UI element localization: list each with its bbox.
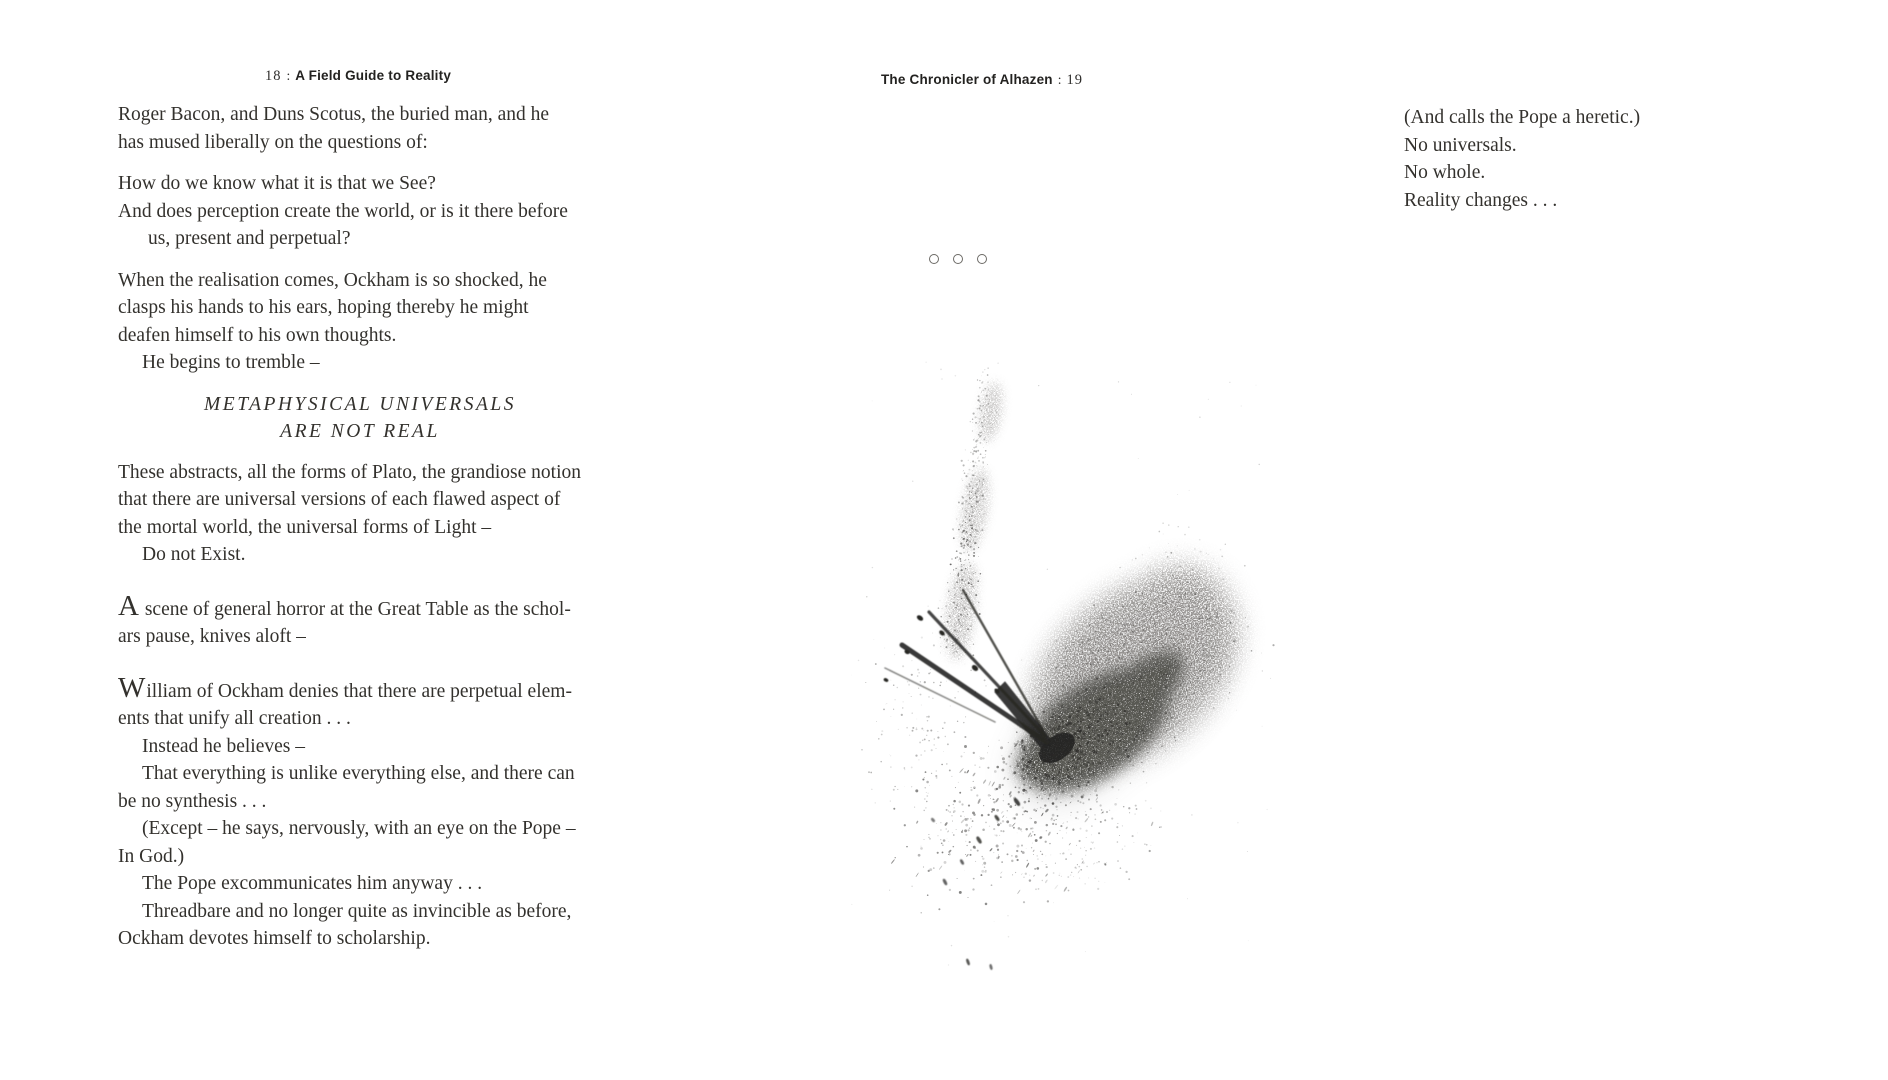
ink-splatter-illustration — [845, 350, 1285, 990]
text-line: us, present and perpetual? — [148, 228, 351, 249]
right-header-separator: : — [1057, 72, 1062, 87]
text-line: That everything is unlike everything else, and there can — [142, 763, 575, 784]
text-line: Instead he believes – — [142, 735, 305, 757]
text-line: deafen himself to his own thoughts. — [118, 324, 397, 346]
text-line: No universals. — [1404, 134, 1517, 156]
text-line: Roger Bacon, and Duns Scotus, the buried man, and he — [118, 104, 550, 125]
text-line: The Pope excommunicates him anyway . . . — [142, 873, 483, 894]
splatter-plume — [941, 381, 1005, 662]
left-header-separator: : — [286, 68, 291, 83]
section-heading — [118, 391, 602, 446]
circle-ornament-icon — [953, 254, 963, 264]
text-line: Threadbare and no longer quite as invincible as before, — [142, 900, 572, 922]
text-line: Ockham devotes himself to scholarship. — [118, 928, 431, 949]
paragraph — [118, 589, 602, 651]
circle-ornament-icon — [929, 254, 939, 264]
text-line: No whole. — [1404, 162, 1486, 183]
left-page-text — [118, 101, 602, 967]
paragraph — [1404, 104, 1888, 214]
text-line: Reality changes . . . — [1404, 189, 1558, 211]
text-line: (Except – he says, nervously, with an eye on the Pope – — [142, 818, 576, 839]
paragraph — [118, 170, 602, 253]
left-running-title: A Field Guide to Reality — [295, 68, 452, 83]
text-line: clasps his hands to his ears, hoping thereby he might — [118, 297, 529, 318]
text-line: How do we know what it is that we See? — [118, 173, 436, 194]
left-page-number: 18 — [264, 68, 282, 84]
text-line: the mortal world, the universal forms of Light – — [118, 516, 492, 538]
text-line: In God.) — [118, 845, 185, 867]
text-line: And does perception create the world, or is it there before — [118, 200, 568, 222]
text-line: METAPHYSICAL UNIVERSALS — [204, 393, 516, 415]
raised-initial-cap: A — [118, 589, 139, 622]
paragraph — [118, 671, 602, 953]
circle-ornament-icon — [977, 254, 987, 264]
text-line: A scene of general horror at the Great Table as the schol- — [118, 589, 571, 622]
text-line: When the realisation comes, Ockham is so shocked, he — [118, 269, 547, 291]
right-running-title: The Chronicler of Alhazen — [880, 72, 1053, 87]
right-running-head — [742, 71, 1222, 89]
right-page-number: 19 — [1066, 72, 1084, 88]
right-page-text — [1404, 104, 1888, 228]
paragraph — [118, 459, 602, 569]
left-page — [0, 0, 662, 1080]
text-line: William of Ockham denies that there are perpetual elem- — [118, 671, 572, 704]
text-line: (And calls the Pope a heretic.) — [1404, 107, 1641, 128]
text-line: These abstracts, all the forms of Plato, the grandiose notion — [118, 461, 582, 483]
text-line: ents that unify all creation . . . — [118, 708, 351, 729]
text-line: has mused liberally on the questions of: — [118, 131, 428, 153]
paragraph — [118, 101, 602, 156]
text-line: Do not Exist. — [142, 544, 246, 565]
raised-initial-cap: W — [118, 671, 146, 704]
text-line: He begins to tremble – — [142, 352, 320, 373]
text-line: ars pause, knives aloft – — [118, 626, 306, 647]
section-break-ornament — [742, 250, 1174, 268]
text-line: that there are universal versions of each flawed aspect of — [118, 489, 561, 510]
left-running-head — [118, 67, 598, 85]
text-line: ARE NOT REAL — [280, 421, 440, 442]
paragraph — [118, 267, 602, 377]
text-line: be no synthesis . . . — [118, 790, 267, 812]
